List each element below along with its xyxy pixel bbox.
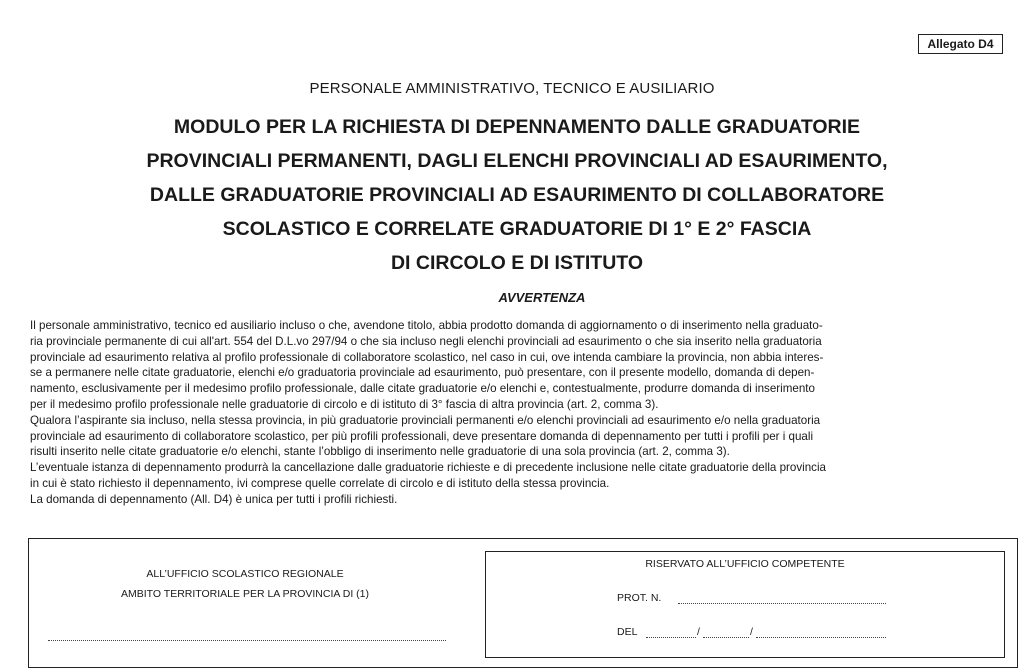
text-line: ria provinciale permanente di cui all'art. 554 del D.L.vo 297/94 o che sia incluso negli elenchi provinciali ad esaurimento o che sia inserito nella graduatoria (30, 334, 822, 348)
title-line: DI CIRCOLO E DI ISTITUTO (390, 252, 644, 274)
date-day-field[interactable] (646, 637, 696, 638)
date-label: DEL (617, 626, 638, 638)
avvertenza-text (30, 318, 1010, 508)
text-line: Qualora l’aspirante sia incluso, nella stessa provincia, in più graduatorie provinciali permanenti e/o elenchi provinciali ad esaurimento e/o nella graduatoria (30, 413, 821, 427)
document-subtitle: PERSONALE AMMINISTRATIVO, TECNICO E AUSILIARIO (309, 80, 715, 97)
recipient-block (30, 564, 460, 604)
protocol-label: PROT. N. (617, 592, 662, 604)
avvertenza-heading: AVVERTENZA (498, 290, 586, 305)
text-line: provinciale ad esaurimento di collaboratore scolastico, per più profili professionali, deve presentare domanda di depennamento per tutti i profili per i quali (30, 429, 814, 443)
text-line: in cui è stato richiesto il depennamento, ivi comprese quelle correlate di circolo e di istituto della stessa provincia. (30, 476, 610, 490)
title-line: PROVINCIALI PERMANENTI, DAGLI ELENCHI PROVINCIALI AD ESAURIMENTO, (146, 150, 888, 172)
title-line: SCOLASTICO E CORRELATE GRADUATORIE DI 1° E 2° FASCIA (222, 218, 812, 240)
text-line: provinciale ad esaurimento relativa al profilo professionale di collaboratore scolastico, nel caso in cui, ove intenda cambiare la provincia, non abbia interes- (30, 350, 824, 364)
text-line: se a permanere nelle citate graduatorie, elenchi e/o graduatoria provinciale ad esaurimento, può presentare, con il presente modello, domanda di depen- (30, 366, 815, 380)
text-line: L’eventuale istanza di depennamento produrrà la cancellazione dalle graduatorie richieste e di precedente inclusione nelle citate graduatorie della provincia (30, 461, 826, 475)
title-line: MODULO PER LA RICHIESTA DI DEPENNAMENTO DALLE GRADUATORIE (173, 116, 861, 138)
text-line: per il medesimo profilo professionale nelle graduatorie di circolo e di istituto di 3° fascia di altra provincia (art. 2, comma 3). (30, 397, 659, 411)
title-line: DALLE GRADUATORIE PROVINCIALI AD ESAURIMENTO DI COLLABORATORE (149, 184, 885, 206)
recipient-province: AMBITO TERRITORIALE PER LA PROVINCIA DI (1) (121, 588, 369, 600)
date-month-field[interactable] (703, 637, 749, 638)
protocol-number-field[interactable] (678, 603, 886, 604)
text-line: namento, esclusivamente per il medesimo profilo professionale, dalle citate graduatorie e/o elenchi e, contestualmente, produrre domanda di inserimento (30, 382, 815, 396)
date-year-field[interactable] (756, 637, 886, 638)
date-separator: / (697, 626, 700, 638)
reserved-office-heading: RISERVATO ALL’UFFICIO COMPETENTE (645, 558, 845, 570)
document-title (0, 110, 1024, 280)
text-line: La domanda di depennamento (All. D4) è unica per tutti i profili richiesti. (30, 492, 398, 506)
text-line: Il personale amministrativo, tecnico ed ausiliario incluso o che, avendone titolo, abbia prodotto domanda di aggiornamento o di inserimento nella graduato- (30, 319, 823, 332)
province-field[interactable] (48, 640, 446, 641)
recipient-office: ALL’UFFICIO SCOLASTICO REGIONALE (146, 568, 344, 580)
text-line: risulti inserito nelle citate graduatorie e/o elenchi, stante l’obbligo di inserimento nelle graduatorie di una sola provincia (art. 2, comma 3). (30, 445, 730, 459)
date-separator: / (750, 626, 753, 638)
allegato-label: Allegato D4 (918, 34, 1003, 54)
